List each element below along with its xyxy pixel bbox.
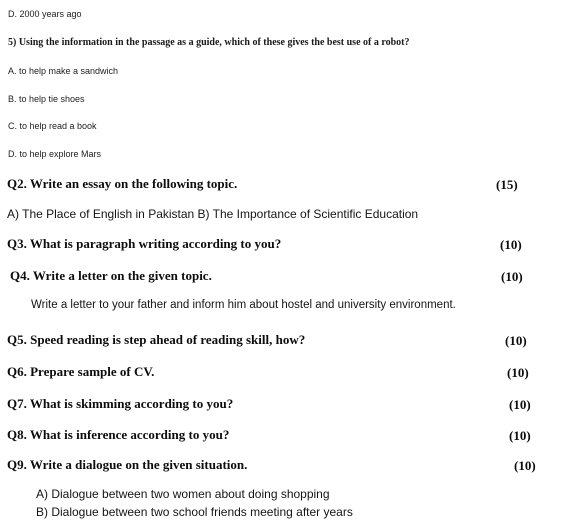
mcq-option-d: D. to help explore Mars [8,149,102,159]
question-8-marks: (10) [509,428,531,443]
question-2-topics: A) The Place of English in Pakistan B) The Importance of Scientific Education [7,207,419,221]
question-5-marks: (10) [505,333,527,348]
question-5-mcq-stem: 5) Using the information in the passage as a guide, which of these gives the best use of a robot? [8,37,410,48]
question-2: Q2. Write an essay on the following topic. [7,176,238,191]
question-6-marks: (10) [507,365,529,380]
question-8: Q8. What is inference according to you? [7,427,230,442]
question-4-topic: Write a letter to your father and inform him about hostel and university environment. [31,299,456,311]
question-2-marks: (15) [496,177,518,192]
question-4: Q4. Write a letter on the given topic. [10,268,212,283]
question-7: Q7. What is skimming according to you? [7,396,234,411]
mcq-option-a: A. to help make a sandwich [8,66,119,76]
question-5-speed-reading: Q5. Speed reading is step ahead of reading skill, how? [7,332,306,347]
question-4-marks: (10) [501,269,523,284]
question-7-marks: (10) [509,397,531,412]
option-d-previous: D. 2000 years ago [8,9,82,19]
question-9: Q9. Write a dialogue on the given situation. [7,457,248,472]
mcq-option-c: C. to help read a book [8,121,97,131]
question-3-marks: (10) [500,237,522,252]
question-6: Q6. Prepare sample of CV. [7,364,155,379]
question-3: Q3. What is paragraph writing according to you? [7,236,282,251]
question-9-option-a: A) Dialogue between two women about doing shopping [36,487,330,501]
question-9-option-b: B) Dialogue between two school friends meeting after years [36,505,353,519]
question-9-marks: (10) [514,458,536,473]
mcq-option-b: B. to help tie shoes [8,94,85,104]
